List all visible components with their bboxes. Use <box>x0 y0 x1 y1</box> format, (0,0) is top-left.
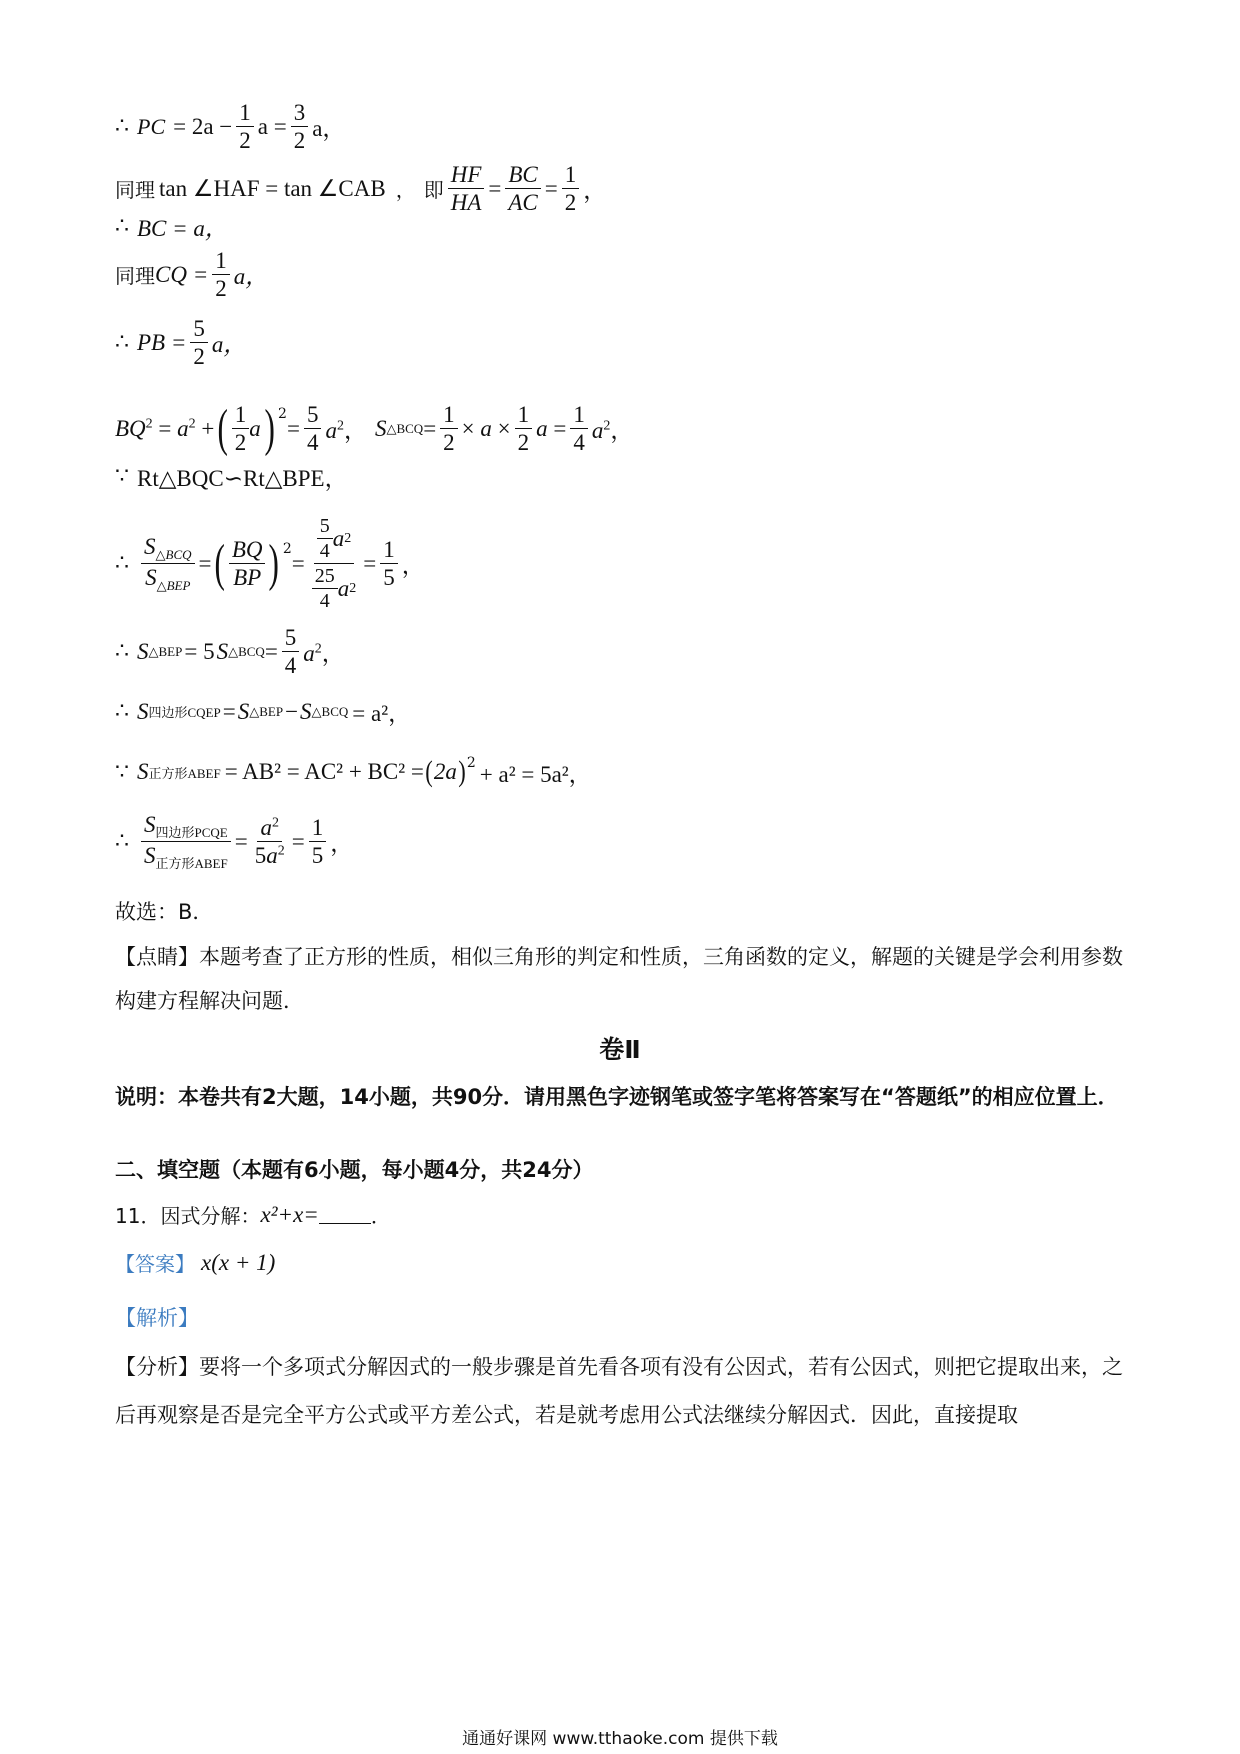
therefore-symbol: ∴ <box>115 330 129 356</box>
fraction-quad-square: $\frac{S_{四边形PCQE}}{S_{正方形ABEF}}$ <box>141 812 231 872</box>
comma: ， <box>583 178 607 204</box>
step-similar <box>115 460 348 493</box>
step-square: ∵ S 正方形ABEF = AB² = AC² + BC² = ( 2a ) $^2$ + a² = 5a²， <box>115 755 592 788</box>
fraction-one-fifth: $\frac{1}{5}$ <box>380 537 398 591</box>
fraction-half-2: $\frac{1}{2}$ <box>562 162 580 216</box>
part-two-heading: 二、填空题（本题有6小题，每小题4分，共24分） <box>115 1158 594 1182</box>
pc-label: PC <box>137 113 166 139</box>
analysis-label: 【分析】 <box>115 1355 199 1379</box>
fraction-one-half: $\frac{1}{2}$ <box>236 100 254 154</box>
fraction-bq-bp: $\frac{BQ}{BP}$ <box>229 537 266 591</box>
pc-eq: a = <box>257 113 287 139</box>
tongli-label: 同理 <box>115 178 155 203</box>
bc-equation: BC = a， <box>137 216 228 241</box>
a-comma: a， <box>211 332 247 358</box>
pb-lhs: PB = <box>137 329 187 355</box>
fraction-five-quarters: $\frac{5}{4}$ <box>304 402 322 456</box>
step-s-bep: ∴ S △BEP = 5 S △BCQ = $\frac{5}{4}$ $a^2$， <box>115 625 345 679</box>
analysis-body: 要将一个多项式分解因式的一般步骤是首先看各项有没有公因式，若有公因式，则把它提取出来，之后再观察是否是完全平方公式或平方差公式，若是就考虑用公式法继续分解因式．因此，直接提取 <box>115 1355 1123 1427</box>
fraction-half-5: $\frac{1}{2}$ <box>440 402 458 456</box>
q11-expression: x²+x= <box>260 1201 319 1227</box>
because-symbol: ∵ <box>115 759 129 785</box>
ji-label: 即 <box>423 178 444 203</box>
therefore-symbol: ∴ <box>115 214 129 239</box>
dianjing-paragraph <box>115 935 1125 1023</box>
a-comma: a， <box>233 264 269 290</box>
fraction-half-6: $\frac{1}{2}$ <box>515 402 533 456</box>
because-symbol: ∵ <box>115 464 129 489</box>
step-tan: 同理 tan ∠HAF = tan ∠CAB ， 即 $\frac{HF}{HA}$ = $\frac{BC}{AC}$ = $\frac{1}{2}$ ， <box>115 162 607 216</box>
pc-end: a， <box>312 116 346 142</box>
step-cq <box>115 248 268 302</box>
fraction-one-fifth-2: $\frac{1}{5}$ <box>309 815 327 869</box>
subscript-quad-cqep: 四边形CQEP <box>148 705 221 720</box>
two-a: 2a <box>433 759 457 784</box>
therefore-symbol: ∴ <box>115 639 129 665</box>
analysis-paragraph <box>115 1343 1125 1439</box>
jiexi-label: 【解析】 <box>115 1306 199 1330</box>
step-bq-squared: $BQ^2 = a^2$ + ( $\frac{1}{2}$ a ) $^2$ = $\frac{5}{4}$ $a^2$， S △BCQ = $\frac{1}{2}$ × a × $\frac{1}{2}$ a = $\frac{1}{4}$ $a^2$， <box>115 399 634 457</box>
therefore-symbol: ∴ <box>115 699 129 724</box>
step-pc <box>115 100 345 154</box>
comma: ， <box>330 831 354 857</box>
comma: ， <box>401 553 425 578</box>
pc-mid: = 2a − <box>173 113 233 139</box>
fraction-one-quarter: $\frac{1}{4}$ <box>570 402 588 456</box>
question-11 <box>115 1200 391 1229</box>
footer: 通通好课网 www.tthaoke.com 提供下载 <box>462 1729 778 1749</box>
subscript-square: 正方形ABEF <box>155 856 228 872</box>
s-bep-mid: = 5 <box>184 638 215 664</box>
fraction-hf-ha: $\frac{HF}{HA}$ <box>448 162 485 216</box>
similar-triangles: Rt△BQC∽Rt△BPE， <box>137 466 348 491</box>
subscript-bcq: △BCQ <box>386 420 424 436</box>
q11-end: ． <box>370 1204 391 1228</box>
subscript-square: 正方形ABEF <box>148 765 221 781</box>
step-final-ratio: ∴ $\frac{S_{四边形PCQE}}{S_{正方形ABEF}}$ = $\frac{a^2}{5a^2}$ = $\frac{1}{5}$ ， <box>115 812 354 872</box>
fraction-three-halves: $\frac{3}{2}$ <box>291 100 309 154</box>
subscript-bcq: △BCQ <box>311 703 349 719</box>
answer-label: 【答案】 <box>115 1252 195 1276</box>
therefore-symbol: ∴ <box>115 551 129 576</box>
dianjing-label: 【点睛】 <box>115 945 199 969</box>
step-quadrilateral: ∴ S 四边形CQEP = S △BEP − S △BCQ = a²， <box>115 695 411 728</box>
step-bc <box>115 210 228 243</box>
fraction-a2-5a2: $\frac{a^2}{5a^2}$ <box>254 815 285 869</box>
fraction-five-quarters-2: $\frac{5}{4}$ <box>282 625 300 679</box>
q11-prefix: 11．因式分解： <box>115 1204 261 1228</box>
quad-rhs: = a²， <box>352 701 412 726</box>
tan-equation: tan ∠HAF = tan ∠CAB <box>159 175 386 201</box>
fraction-compound: $\frac{5}{4}$ a 2 $\frac{25}{4}$ a 2 <box>309 515 360 612</box>
fraction-bc-ac: $\frac{BC}{AC}$ <box>505 162 540 216</box>
step-area-ratio: ∴ $\frac{S_{\triangle BCQ}}{S_{\triangle BEP}}$ = ( $\frac{BQ}{BP}$ ) $^2$ = $\frac{5}{4}$ a 2 $\frac{25}{4}$ a 2 = $\frac{1}{5}$ ， <box>115 515 425 612</box>
conclusion: 故选：B． <box>115 900 214 924</box>
answer-blank <box>319 1205 371 1224</box>
tongli-label: 同理 <box>115 264 155 289</box>
subscript-quad-pcqe: 四边形PCQE <box>155 825 228 840</box>
fraction-s-bcq-s-bep: $\frac{S_{\triangle BCQ}}{S_{\triangle BEP}}$ <box>141 534 195 594</box>
instructions: 说明：本卷共有2大题，14小题，共90分．请用黑色字迹钢笔或签字笔将答案写在“答题纸”的相应位置上． <box>115 1085 1119 1109</box>
square-tail: + a² = 5a²， <box>479 761 592 787</box>
fraction-half-4: $\frac{1}{2}$ <box>232 402 250 456</box>
cq-lhs: CQ = <box>155 261 209 287</box>
answer-value: x(x + 1) <box>201 1249 276 1275</box>
dianjing-body: 本题考查了正方形的性质，相似三角形的判定和性质，三角函数的定义，解题的关键是学会利用参数构建方程解决问题． <box>115 945 1123 1013</box>
answer-line <box>115 1248 275 1277</box>
step-pb <box>115 316 246 370</box>
subscript-bep: △BEP <box>249 703 284 719</box>
therefore-symbol: ∴ <box>115 829 129 855</box>
square-rhs: = AB² = AC² + BC² = <box>224 759 424 784</box>
subscript-bcq: △BCQ <box>228 643 265 659</box>
subscript-bep: △BEP <box>148 643 183 659</box>
fraction-five-halves: $\frac{5}{2}$ <box>190 316 208 370</box>
fraction-half-3: $\frac{1}{2}$ <box>212 248 230 302</box>
section-title: 卷Ⅱ <box>599 1035 641 1064</box>
therefore-symbol: ∴ <box>115 114 129 140</box>
